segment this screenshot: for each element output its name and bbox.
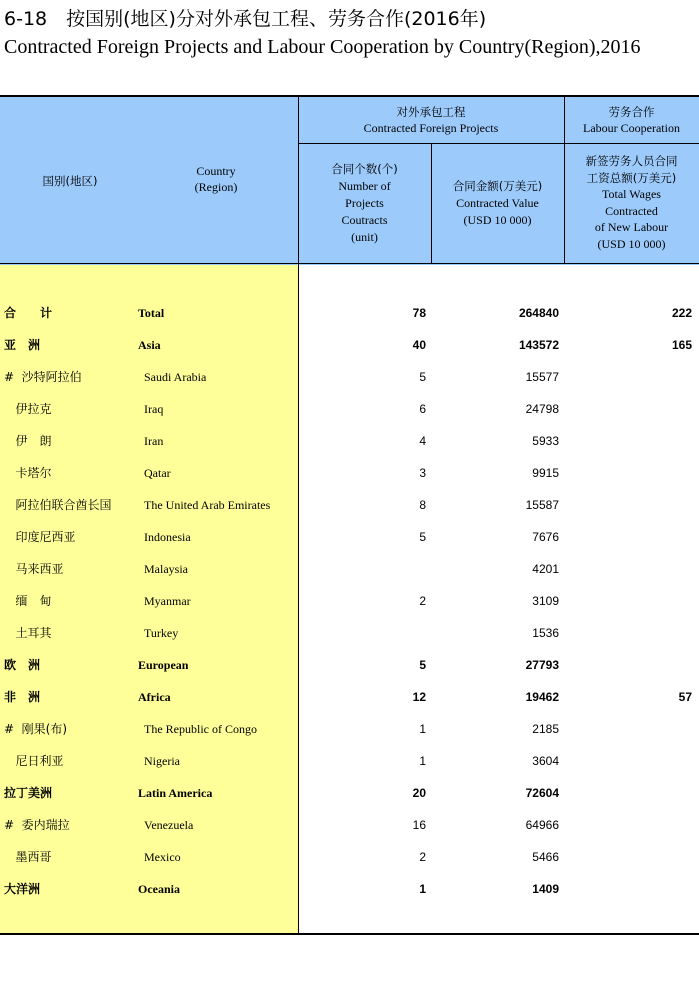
region-name-cn: 伊 朗 bbox=[4, 434, 52, 448]
contracts-count: 78 bbox=[412, 306, 426, 320]
contracts-count: 12 bbox=[412, 690, 426, 704]
header-group-divider bbox=[298, 143, 699, 144]
contracts-count: 8 bbox=[419, 498, 426, 512]
header-col1-en4: (unit) bbox=[351, 230, 378, 244]
region-name-cn: 印度尼西亚 bbox=[4, 530, 76, 544]
region-name-cn: 欧 洲 bbox=[4, 658, 41, 672]
header-col-contracts bbox=[298, 161, 431, 246]
header-col1-en3: Coutracts bbox=[341, 213, 388, 227]
contract-value: 27793 bbox=[525, 658, 559, 672]
header-labour-cn: 劳务合作 bbox=[608, 105, 655, 119]
region-name-cn: # 刚果(布) bbox=[4, 722, 68, 736]
table-row bbox=[0, 625, 699, 657]
region-name-cn: # 委内瑞拉 bbox=[4, 818, 70, 832]
table-row bbox=[0, 817, 699, 849]
region-name-en: European bbox=[138, 658, 189, 672]
contracts-count: 5 bbox=[419, 530, 426, 544]
contract-value: 24798 bbox=[525, 402, 559, 416]
table-row bbox=[0, 753, 699, 785]
region-name-en: Venezuela bbox=[144, 818, 194, 832]
header-col1-cn: 合同个数(个) bbox=[331, 162, 398, 176]
region-name-en: The Republic of Congo bbox=[144, 722, 257, 736]
table-row bbox=[0, 337, 699, 369]
contracts-count: 4 bbox=[419, 434, 426, 448]
contracts-count: 3 bbox=[419, 466, 426, 480]
region-name-en: Myanmar bbox=[144, 594, 191, 608]
contracts-count: 5 bbox=[419, 658, 426, 672]
region-name-cn: 卡塔尔 bbox=[4, 466, 52, 480]
region-name-cn: 阿拉伯联合酋长国 bbox=[4, 498, 112, 512]
header-col1-en2: Projects bbox=[345, 196, 384, 210]
region-name-en: Asia bbox=[138, 338, 161, 352]
region-name-en: The United Arab Emirates bbox=[144, 498, 271, 512]
header-col3-en3: of New Labour bbox=[594, 220, 669, 234]
contract-value: 72604 bbox=[525, 786, 559, 800]
contracts-count: 20 bbox=[412, 786, 426, 800]
header-projects-group bbox=[298, 104, 564, 136]
table-row bbox=[0, 849, 699, 881]
contracts-count: 1 bbox=[419, 754, 426, 768]
region-name-en: Iraq bbox=[144, 402, 164, 416]
header-region-cn-text: 国别(地区) bbox=[42, 174, 98, 188]
contracts-count: 2 bbox=[419, 594, 426, 608]
region-name-cn: 合 计 bbox=[4, 306, 53, 320]
region-name-cn: 土耳其 bbox=[4, 626, 52, 640]
contract-value: 5933 bbox=[532, 434, 559, 448]
table-row bbox=[0, 433, 699, 465]
contract-value: 143572 bbox=[518, 338, 559, 352]
region-name-en: Malaysia bbox=[144, 562, 188, 576]
table-row bbox=[0, 689, 699, 721]
contract-value: 15577 bbox=[525, 370, 559, 384]
labour-wages: 57 bbox=[678, 690, 692, 704]
header-country-en-text: Country bbox=[196, 164, 236, 178]
contract-value: 5466 bbox=[532, 850, 559, 864]
region-name-en: Oceania bbox=[138, 882, 180, 896]
contracts-count: 40 bbox=[412, 338, 426, 352]
header-projects-cn: 对外承包工程 bbox=[396, 105, 466, 119]
region-name-cn: 非 洲 bbox=[4, 690, 41, 704]
table-row bbox=[0, 529, 699, 561]
contract-value: 3109 bbox=[532, 594, 559, 608]
page-title-cn: 6-18 按国别(地区)分对外承包工程、劳务合作(2016年) bbox=[4, 8, 487, 30]
region-name-cn: 拉丁美洲 bbox=[4, 786, 53, 800]
header-region-cn bbox=[10, 173, 130, 189]
region-name-en: Indonesia bbox=[144, 530, 191, 544]
region-name-en: Saudi Arabia bbox=[144, 370, 207, 384]
table-top-rule bbox=[0, 95, 699, 97]
header-col1-en1: Number of bbox=[338, 179, 391, 193]
contracts-count: 1 bbox=[419, 722, 426, 736]
header-col3-cn2: 工资总额(万美元) bbox=[586, 170, 677, 185]
region-name-cn: 缅 甸 bbox=[4, 594, 52, 608]
region-name-en: Iran bbox=[144, 434, 164, 448]
table-row bbox=[0, 497, 699, 529]
table-row bbox=[0, 593, 699, 625]
header-col2-en1: Contracted Value bbox=[456, 196, 539, 210]
header-col3-cn1: 新签劳务人员合同 bbox=[585, 154, 678, 168]
header-col3-en1: Total Wages bbox=[602, 187, 661, 201]
table-row bbox=[0, 721, 699, 753]
contract-value: 2185 bbox=[532, 722, 559, 736]
header-labour-en: Labour Cooperation bbox=[583, 121, 680, 135]
header-col-value bbox=[431, 178, 564, 229]
contracts-count: 2 bbox=[419, 850, 426, 864]
header-bottom-divider bbox=[0, 263, 699, 264]
contract-value: 19462 bbox=[525, 690, 559, 704]
table-row bbox=[0, 369, 699, 401]
region-name-cn: 大洋洲 bbox=[4, 882, 41, 896]
region-name-en: Latin America bbox=[138, 786, 213, 800]
region-name-en: Africa bbox=[138, 690, 171, 704]
table-bottom-rule bbox=[0, 933, 699, 935]
header-col2-cn: 合同金额(万美元) bbox=[452, 179, 543, 193]
contract-value: 1409 bbox=[532, 882, 559, 896]
region-name-cn: 尼日利亚 bbox=[4, 754, 64, 768]
table-row bbox=[0, 465, 699, 497]
header-projects-en: Contracted Foreign Projects bbox=[363, 121, 499, 135]
page-title-en: Contracted Foreign Projects and Labour Cooperation by Country(Region),2016 bbox=[4, 36, 641, 58]
header-country-en bbox=[156, 163, 276, 195]
header-labour-group bbox=[564, 104, 699, 136]
contract-value: 1536 bbox=[532, 626, 559, 640]
contract-value: 9915 bbox=[532, 466, 559, 480]
table-row bbox=[0, 401, 699, 433]
table-row bbox=[0, 785, 699, 817]
header-col3-en2: Contracted bbox=[605, 203, 658, 218]
region-name-cn: 马来西亚 bbox=[4, 562, 64, 576]
region-name-cn: 墨西哥 bbox=[4, 850, 52, 864]
region-name-en: Qatar bbox=[144, 466, 171, 480]
contracts-count: 1 bbox=[419, 882, 426, 896]
contract-value: 64966 bbox=[525, 818, 559, 832]
contract-value: 264840 bbox=[518, 306, 559, 320]
statistics-table bbox=[0, 95, 699, 937]
table-row bbox=[0, 881, 699, 913]
region-name-cn: # 沙特阿拉伯 bbox=[4, 370, 82, 384]
region-name-en: Total bbox=[138, 306, 165, 320]
table-row bbox=[0, 305, 699, 337]
contract-value: 15587 bbox=[525, 498, 559, 512]
region-name-cn: 亚 洲 bbox=[4, 338, 41, 352]
region-name-cn: 伊拉克 bbox=[4, 402, 52, 416]
region-name-en: Turkey bbox=[144, 626, 179, 640]
labour-wages: 165 bbox=[671, 338, 692, 352]
contract-value: 4201 bbox=[532, 562, 559, 576]
table-row bbox=[0, 561, 699, 593]
contracts-count: 5 bbox=[419, 370, 426, 384]
region-name-en: Mexico bbox=[144, 850, 181, 864]
contract-value: 7676 bbox=[532, 530, 559, 544]
contracts-count: 6 bbox=[419, 402, 426, 416]
header-col2-en2: (USD 10 000) bbox=[463, 213, 532, 227]
header-col3-en4: (USD 10 000) bbox=[597, 236, 666, 251]
header-col-wages bbox=[564, 153, 699, 252]
contracts-count: 16 bbox=[412, 818, 426, 832]
region-name-en: Nigeria bbox=[144, 754, 180, 768]
contract-value: 3604 bbox=[532, 754, 559, 768]
labour-wages: 222 bbox=[671, 306, 692, 320]
table-row bbox=[0, 657, 699, 689]
header-region-en-text: (Region) bbox=[194, 180, 238, 194]
